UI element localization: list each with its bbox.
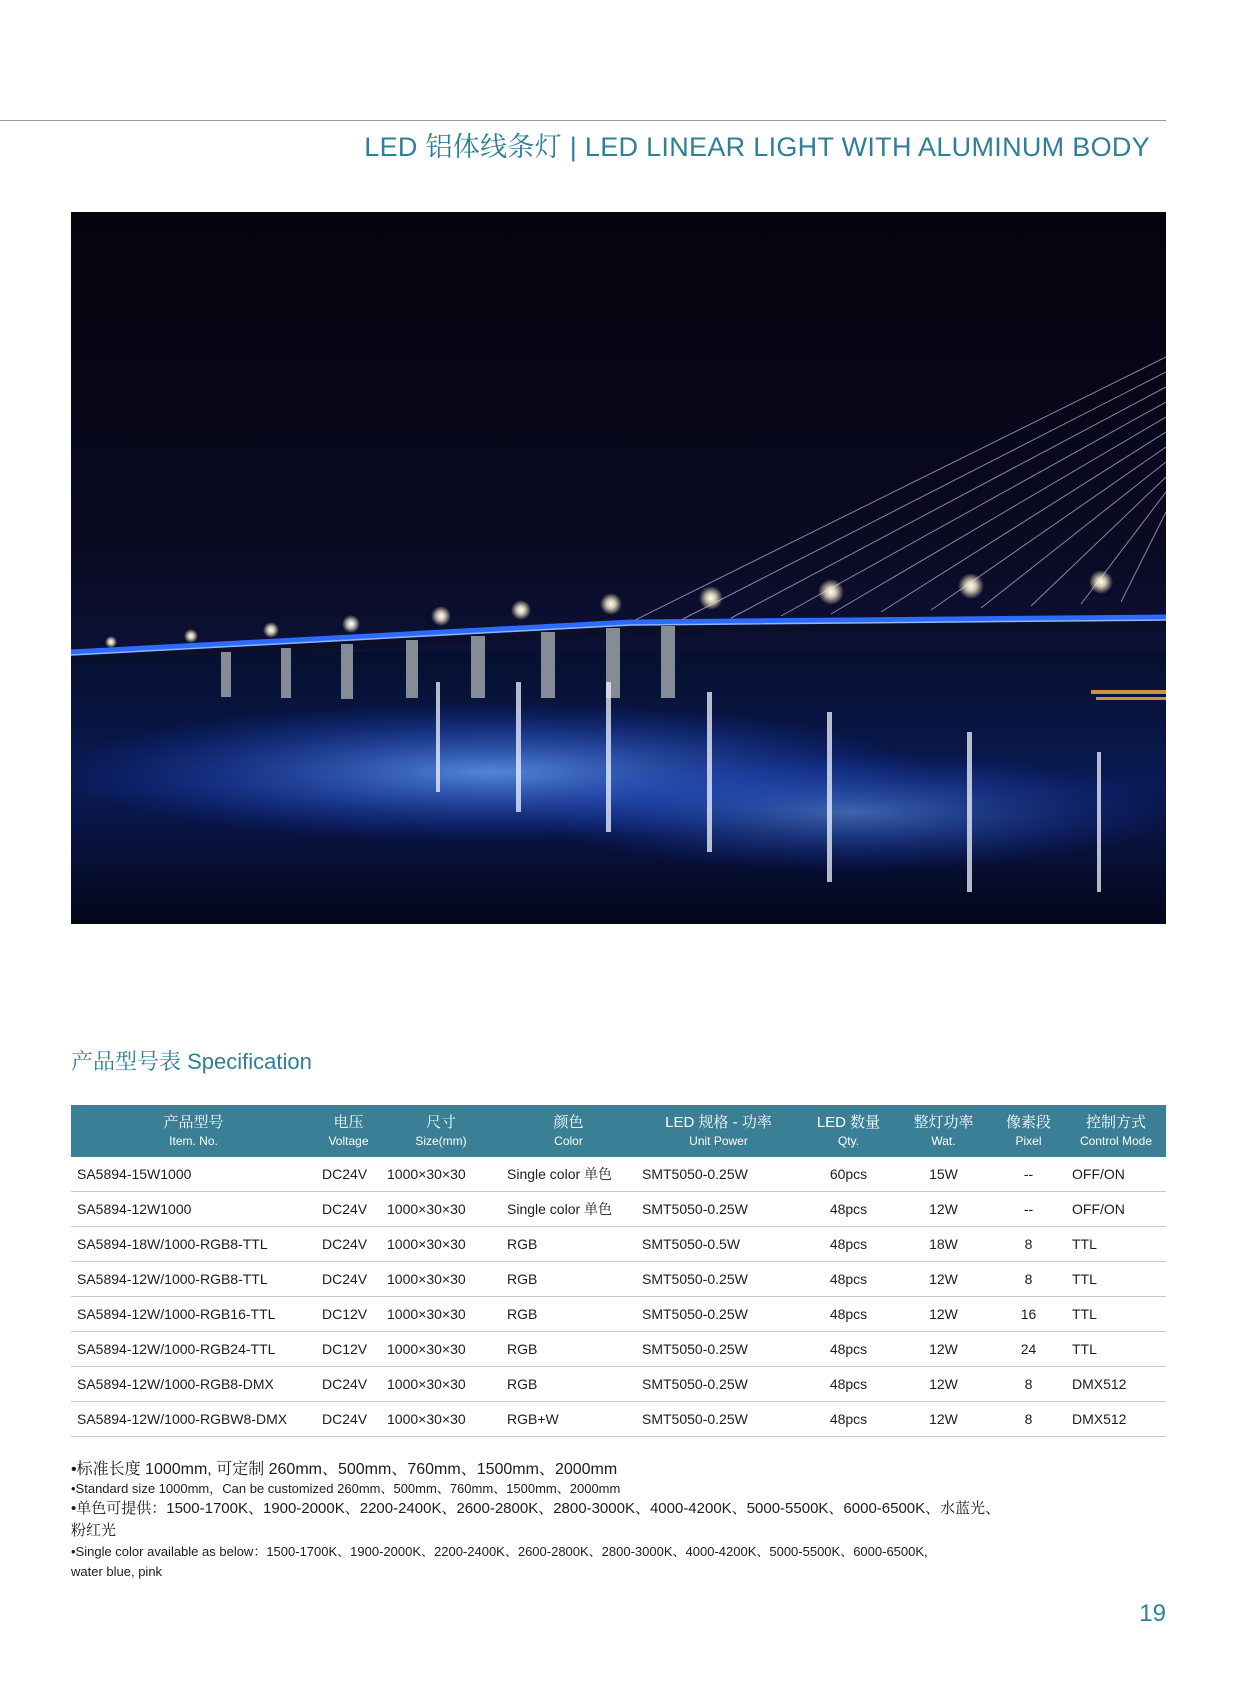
cell-voltage: DC12V	[316, 1297, 381, 1332]
table-row	[71, 1262, 1166, 1297]
col-header-wattage: 整灯功率 Wat.	[913, 1113, 974, 1148]
cell-unit-power: SMT5050-0.25W	[636, 1262, 801, 1297]
cell-pixel: 8	[991, 1402, 1066, 1437]
cell-unit-power: SMT5050-0.25W	[636, 1367, 801, 1402]
cell-qty: 60pcs	[801, 1157, 896, 1192]
cell-wattage: 12W	[896, 1297, 991, 1332]
cell-unit-power: SMT5050-0.25W	[636, 1402, 801, 1437]
col-header-unit-power: LED 规格 - 功率 Unit Power	[665, 1113, 772, 1148]
notes-block	[71, 1460, 1166, 1582]
cell-wattage: 12W	[896, 1332, 991, 1367]
cell-color: RGB	[501, 1332, 636, 1367]
cell-color: RGB	[501, 1367, 636, 1402]
col-header-item-no: 产品型号 Item. No.	[163, 1113, 224, 1148]
cell-wattage: 15W	[896, 1157, 991, 1192]
note-single-color-en: •Single color available as below：1500-1700K、1900-2000K、2200-2400K、2600-2800K、2800-3000K、4000-4200K、5000-5500K、6000-6500K,	[71, 1544, 928, 1559]
cell-item-no: SA5894-15W1000	[71, 1157, 316, 1192]
cell-qty: 48pcs	[801, 1367, 896, 1402]
note-single-color-zh-cont: 粉红光	[71, 1522, 117, 1539]
cell-pixel: --	[991, 1192, 1066, 1227]
top-rule	[0, 120, 1166, 121]
table-row	[71, 1402, 1166, 1437]
cell-control-mode: TTL	[1066, 1297, 1166, 1332]
note-single-color-en-cont: water blue, pink	[71, 1564, 163, 1579]
cell-control-mode: OFF/ON	[1066, 1192, 1166, 1227]
table-row	[71, 1192, 1166, 1227]
cell-pixel: 8	[991, 1262, 1066, 1297]
bridge-illustration	[71, 212, 1166, 924]
cell-size: 1000×30×30	[381, 1227, 501, 1262]
cell-size: 1000×30×30	[381, 1192, 501, 1227]
cell-unit-power: SMT5050-0.25W	[636, 1192, 801, 1227]
cell-qty: 48pcs	[801, 1192, 896, 1227]
col-header-control-mode: 控制方式 Control Mode	[1079, 1113, 1153, 1148]
col-header-color: 颜色 Color	[553, 1113, 584, 1148]
cell-size: 1000×30×30	[381, 1262, 501, 1297]
cell-color: RGB	[501, 1297, 636, 1332]
specification-table	[71, 1105, 1166, 1437]
cell-unit-power: SMT5050-0.25W	[636, 1157, 801, 1192]
cell-size: 1000×30×30	[381, 1367, 501, 1402]
cell-voltage: DC24V	[316, 1192, 381, 1227]
cell-voltage: DC24V	[316, 1402, 381, 1437]
bridge-night-photo	[71, 212, 1166, 924]
cell-size: 1000×30×30	[381, 1297, 501, 1332]
cell-unit-power: SMT5050-0.5W	[636, 1227, 801, 1262]
table-row	[71, 1297, 1166, 1332]
cell-item-no: SA5894-12W/1000-RGB8-TTL	[71, 1262, 316, 1297]
cell-voltage: DC24V	[316, 1157, 381, 1192]
cell-qty: 48pcs	[801, 1332, 896, 1367]
cell-color: Single color 单色	[501, 1192, 636, 1227]
page-number: 19	[1139, 1600, 1166, 1627]
cell-wattage: 18W	[896, 1227, 991, 1262]
col-header-qty: LED 数量 Qty.	[816, 1113, 881, 1148]
note-single-color-zh: •单色可提供：1500-1700K、1900-2000K、2200-2400K、2600-2800K、2800-3000K、4000-4200K、5000-5500K、6000-6500K、水蓝光、	[71, 1500, 1001, 1517]
cell-pixel: --	[991, 1157, 1066, 1192]
cell-voltage: DC12V	[316, 1332, 381, 1367]
cell-wattage: 12W	[896, 1192, 991, 1227]
cell-pixel: 16	[991, 1297, 1066, 1332]
cell-size: 1000×30×30	[381, 1157, 501, 1192]
cell-pixel: 24	[991, 1332, 1066, 1367]
cell-item-no: SA5894-12W/1000-RGB8-DMX	[71, 1367, 316, 1402]
cell-control-mode: TTL	[1066, 1332, 1166, 1367]
cell-qty: 48pcs	[801, 1262, 896, 1297]
cell-qty: 48pcs	[801, 1402, 896, 1437]
cell-control-mode: DMX512	[1066, 1367, 1166, 1402]
cell-qty: 48pcs	[801, 1227, 896, 1262]
table-row	[71, 1367, 1166, 1402]
cell-control-mode: TTL	[1066, 1227, 1166, 1262]
cell-size: 1000×30×30	[381, 1402, 501, 1437]
cell-control-mode: TTL	[1066, 1262, 1166, 1297]
col-header-pixel: 像素段 Pixel	[1005, 1113, 1051, 1148]
section-title: 产品型号表 Specification	[71, 1049, 312, 1074]
cell-wattage: 12W	[896, 1402, 991, 1437]
cell-wattage: 12W	[896, 1262, 991, 1297]
col-header-voltage: 电压 Voltage	[328, 1113, 369, 1148]
cell-color: Single color 单色	[501, 1157, 636, 1192]
table-header-row	[71, 1105, 1166, 1157]
cell-color: RGB	[501, 1227, 636, 1262]
col-header-size: 尺寸 Size(mm)	[415, 1113, 467, 1148]
cell-pixel: 8	[991, 1227, 1066, 1262]
cell-qty: 48pcs	[801, 1297, 896, 1332]
cell-item-no: SA5894-12W1000	[71, 1192, 316, 1227]
cell-voltage: DC24V	[316, 1262, 381, 1297]
cell-unit-power: SMT5050-0.25W	[636, 1332, 801, 1367]
cell-size: 1000×30×30	[381, 1332, 501, 1367]
cell-item-no: SA5894-12W/1000-RGB16-TTL	[71, 1297, 316, 1332]
note-standard-size-zh: •标准长度 1000mm, 可定制 260mm、500mm、760mm、1500mm、2000mm	[71, 1461, 618, 1478]
table-row	[71, 1227, 1166, 1262]
cell-unit-power: SMT5050-0.25W	[636, 1297, 801, 1332]
cell-color: RGB+W	[501, 1402, 636, 1437]
cell-item-no: SA5894-12W/1000-RGBW8-DMX	[71, 1402, 316, 1437]
note-standard-size-en: •Standard size 1000mm，Can be customized 260mm、500mm、760mm、1500mm、2000mm	[71, 1481, 621, 1496]
cell-pixel: 8	[991, 1367, 1066, 1402]
page-header-title: LED 铝体线条灯 | LED LINEAR LIGHT WITH ALUMINUM BODY	[364, 132, 1150, 162]
table-row	[71, 1332, 1166, 1367]
cell-color: RGB	[501, 1262, 636, 1297]
cell-item-no: SA5894-12W/1000-RGB24-TTL	[71, 1332, 316, 1367]
table-row	[71, 1157, 1166, 1192]
cell-voltage: DC24V	[316, 1227, 381, 1262]
cell-control-mode: OFF/ON	[1066, 1157, 1166, 1192]
cell-wattage: 12W	[896, 1367, 991, 1402]
cell-voltage: DC24V	[316, 1367, 381, 1402]
cell-item-no: SA5894-18W/1000-RGB8-TTL	[71, 1227, 316, 1262]
cell-control-mode: DMX512	[1066, 1402, 1166, 1437]
